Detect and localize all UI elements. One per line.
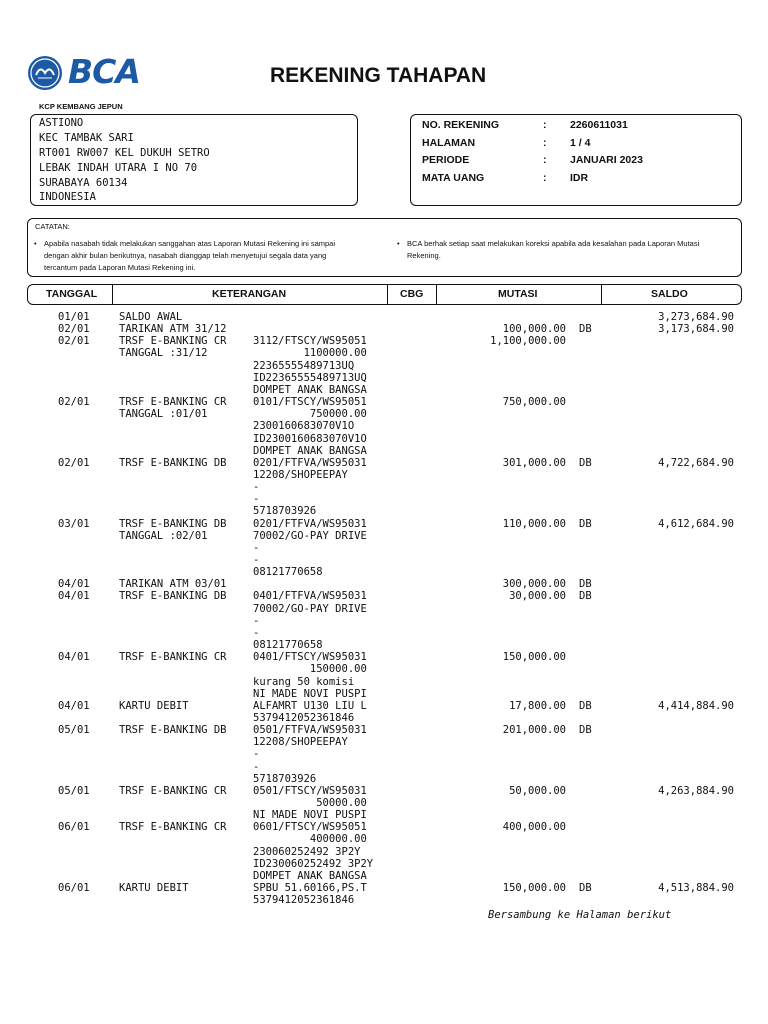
cell-detail: ALFAMRT U130 LIU L bbox=[253, 699, 367, 712]
cell-description: TANGGAL :02/01 bbox=[119, 529, 208, 542]
cell-debit-flag: DB bbox=[579, 590, 592, 603]
cell-mutation: 17,800.00 bbox=[509, 699, 566, 712]
cell-date: 04/01 bbox=[58, 651, 90, 664]
cell-description: TANGGAL :31/12 bbox=[119, 347, 208, 360]
table-row bbox=[0, 615, 768, 627]
cell-debit-flag: DB bbox=[579, 456, 592, 469]
cell-detail: 0201/FTFVA/WS95031 bbox=[253, 456, 367, 469]
table-row bbox=[0, 530, 768, 542]
col-mutasi: MUTASI bbox=[498, 288, 538, 300]
cell-detail: 0601/FTSCY/WS95051 bbox=[253, 821, 367, 834]
table-row bbox=[0, 542, 768, 554]
cell-debit-flag: DB bbox=[579, 578, 592, 591]
table-row bbox=[0, 870, 768, 882]
cell-detail: 5379412052361846 bbox=[253, 894, 355, 907]
col-keterangan: KETERANGAN bbox=[212, 288, 287, 300]
cell-detail: SPBU 51.60166,PS.T bbox=[253, 882, 367, 895]
cell-description: TRSF E-BANKING DB bbox=[119, 517, 227, 530]
cell-detail: 1100000.00 bbox=[253, 347, 367, 360]
table-row bbox=[0, 748, 768, 760]
table-row bbox=[0, 651, 768, 663]
account-info-box bbox=[410, 114, 742, 206]
currency-label: MATA UANG bbox=[422, 172, 485, 184]
cell-mutation: 50,000.00 bbox=[509, 784, 566, 797]
cell-detail: ID22365555489713UQ bbox=[253, 371, 367, 384]
cell-mutation: 300,000.00 bbox=[502, 578, 566, 591]
notes-box bbox=[27, 218, 742, 277]
cell-detail: 50000.00 bbox=[253, 797, 367, 809]
address-line: LEBAK INDAH UTARA I NO 70 bbox=[39, 162, 198, 174]
column-divider bbox=[436, 285, 437, 304]
cell-balance: 3,273,684.90 bbox=[658, 311, 734, 323]
table-row bbox=[0, 554, 768, 566]
bca-emblem-icon bbox=[28, 56, 62, 90]
cell-detail: - bbox=[253, 760, 260, 773]
cell-description: KARTU DEBIT bbox=[119, 882, 189, 895]
address-line: KEC TAMBAK SARI bbox=[39, 132, 134, 144]
cell-date: 05/01 bbox=[58, 784, 90, 797]
colon: : bbox=[543, 172, 547, 184]
column-divider bbox=[601, 285, 602, 304]
cell-detail: - bbox=[253, 481, 260, 494]
table-row bbox=[0, 347, 768, 359]
table-row bbox=[0, 712, 768, 724]
bullet: • bbox=[34, 239, 37, 248]
table-row bbox=[0, 724, 768, 736]
continued-note: Bersambung ke Halaman berikut bbox=[488, 909, 672, 921]
cell-detail: 0501/FTSCY/WS95031 bbox=[253, 784, 367, 797]
page-label: HALAMAN bbox=[422, 137, 476, 149]
cell-description: TRSF E-BANKING DB bbox=[119, 456, 227, 469]
column-divider bbox=[112, 285, 113, 304]
table-row bbox=[0, 457, 768, 469]
page-value: 1 / 4 bbox=[570, 137, 591, 149]
table-row bbox=[0, 372, 768, 384]
column-divider bbox=[387, 285, 388, 304]
cell-detail: 12208/SHOPEEPAY bbox=[253, 736, 348, 749]
table-row bbox=[0, 882, 768, 894]
table-row bbox=[0, 773, 768, 785]
table-row bbox=[0, 469, 768, 481]
cell-detail: 70002/GO-PAY DRIVE bbox=[253, 602, 367, 615]
cell-debit-flag: DB bbox=[579, 882, 592, 895]
table-row bbox=[0, 663, 768, 675]
cell-date: 04/01 bbox=[58, 590, 90, 603]
table-row bbox=[0, 445, 768, 457]
cell-detail: 0501/FTFVA/WS95031 bbox=[253, 724, 367, 737]
period-value: JANUARI 2023 bbox=[570, 154, 643, 166]
cell-detail: 3112/FTSCY/WS95051 bbox=[253, 335, 367, 348]
table-row bbox=[0, 420, 768, 432]
table-row bbox=[0, 846, 768, 858]
branch-name: KCP KEMBANG JEPUN bbox=[39, 102, 123, 111]
table-row bbox=[0, 335, 768, 347]
account-number-label: NO. REKENING bbox=[422, 119, 500, 131]
table-row bbox=[0, 603, 768, 615]
cell-detail: 750000.00 bbox=[253, 408, 367, 421]
table-row bbox=[0, 481, 768, 493]
cell-detail: 0101/FTSCY/WS95051 bbox=[253, 396, 367, 409]
address-line: INDONESIA bbox=[39, 191, 96, 203]
cell-mutation: 400,000.00 bbox=[502, 821, 566, 834]
table-row bbox=[0, 639, 768, 651]
table-row bbox=[0, 785, 768, 797]
cell-detail: 0201/FTFVA/WS95031 bbox=[253, 517, 367, 530]
cell-detail: 2300160683070V1O bbox=[253, 420, 355, 433]
table-row bbox=[0, 736, 768, 748]
table-row bbox=[0, 797, 768, 809]
cell-date: 04/01 bbox=[58, 578, 90, 591]
colon: : bbox=[543, 119, 547, 131]
table-row bbox=[0, 858, 768, 870]
cell-mutation: 110,000.00 bbox=[502, 517, 566, 530]
col-tanggal: TANGGAL bbox=[46, 288, 98, 300]
cell-date: 02/01 bbox=[58, 456, 90, 469]
cell-description: KARTU DEBIT bbox=[119, 699, 189, 712]
table-row bbox=[0, 505, 768, 517]
cell-detail: - bbox=[253, 493, 260, 506]
cell-detail: 0401/FTSCY/WS95031 bbox=[253, 651, 367, 664]
bullet: • bbox=[397, 239, 400, 248]
col-saldo: SALDO bbox=[651, 288, 688, 300]
cell-balance: 4,513,884.90 bbox=[658, 882, 734, 895]
cell-balance: 4,414,884.90 bbox=[658, 699, 734, 712]
cell-detail: 0401/FTFVA/WS95031 bbox=[253, 590, 367, 603]
cell-detail: 5379412052361846 bbox=[253, 711, 355, 724]
cell-detail: 150000.00 bbox=[253, 663, 367, 676]
cell-date: 06/01 bbox=[58, 882, 90, 895]
note-line: Rekening. bbox=[407, 251, 441, 260]
address-line: SURABAYA 60134 bbox=[39, 177, 128, 189]
table-row bbox=[0, 894, 768, 906]
note-left bbox=[34, 238, 336, 274]
cell-debit-flag: DB bbox=[579, 724, 592, 737]
cell-date: 01/01 bbox=[58, 311, 90, 323]
cell-detail: - bbox=[253, 748, 260, 761]
page-title: REKENING TAHAPAN bbox=[270, 64, 487, 87]
cell-description: TRSF E-BANKING CR bbox=[119, 651, 227, 664]
table-row bbox=[0, 323, 768, 335]
cell-description: TRSF E-BANKING CR bbox=[119, 784, 227, 797]
table-header bbox=[27, 284, 742, 305]
cell-date: 06/01 bbox=[58, 821, 90, 834]
cell-detail: - bbox=[253, 554, 260, 566]
table-row bbox=[0, 676, 768, 688]
cell-date: 03/01 bbox=[58, 517, 90, 530]
table-row bbox=[0, 493, 768, 505]
cell-description: TRSF E-BANKING DB bbox=[119, 724, 227, 737]
table-row bbox=[0, 627, 768, 639]
colon: : bbox=[543, 137, 547, 149]
cell-detail: 08121770658 bbox=[253, 639, 323, 652]
cell-date: 02/01 bbox=[58, 396, 90, 409]
customer-name: ASTIONO bbox=[39, 117, 84, 129]
cell-detail: 400000.00 bbox=[253, 833, 367, 846]
note-right bbox=[397, 238, 700, 262]
table-row bbox=[0, 590, 768, 602]
cell-description: TANGGAL :01/01 bbox=[119, 408, 208, 421]
cell-description: TARIKAN ATM 31/12 bbox=[119, 323, 227, 336]
cell-detail: 70002/GO-PAY DRIVE bbox=[253, 529, 367, 542]
cell-mutation: 301,000.00 bbox=[502, 456, 566, 469]
cell-detail: 230060252492 3P2Y bbox=[253, 845, 361, 858]
cell-detail: 5718703926 bbox=[253, 505, 317, 518]
cell-mutation: 150,000.00 bbox=[502, 651, 566, 664]
cell-balance: 4,263,884.90 bbox=[658, 784, 734, 797]
note-line: tercantum pada Laporan Mutasi Rekening ini. bbox=[44, 263, 196, 272]
cell-mutation: 30,000.00 bbox=[509, 590, 566, 603]
currency-value: IDR bbox=[570, 172, 589, 184]
cell-date: 02/01 bbox=[58, 335, 90, 348]
table-row bbox=[0, 809, 768, 821]
cell-debit-flag: DB bbox=[579, 323, 592, 336]
col-cbg: CBG bbox=[400, 288, 424, 300]
cell-detail: 5718703926 bbox=[253, 772, 317, 785]
cell-detail: kurang 50 komisi bbox=[253, 675, 355, 688]
cell-detail: DOMPET ANAK BANGSA bbox=[253, 444, 367, 457]
table-row bbox=[0, 433, 768, 445]
cell-mutation: 150,000.00 bbox=[502, 882, 566, 895]
cell-description: TRSF E-BANKING CR bbox=[119, 821, 227, 834]
cell-description: TRSF E-BANKING CR bbox=[119, 396, 227, 409]
cell-date: 04/01 bbox=[58, 699, 90, 712]
table-row bbox=[0, 761, 768, 773]
cell-detail: NI MADE NOVI PUSPI bbox=[253, 809, 367, 822]
address-line: RT001 RW007 KEL DUKUH SETRO bbox=[39, 147, 210, 159]
cell-balance: 3,173,684.90 bbox=[658, 323, 734, 336]
note-line: Apabila nasabah tidak melakukan sanggahan atas Laporan Mutasi Rekening ini sampai bbox=[44, 239, 336, 248]
cell-date: 05/01 bbox=[58, 724, 90, 737]
cell-mutation: 1,100,000.00 bbox=[490, 335, 566, 348]
cell-detail: DOMPET ANAK BANGSA bbox=[253, 869, 367, 882]
table-row bbox=[0, 396, 768, 408]
cell-detail: ID230060252492 3P2Y bbox=[253, 857, 374, 870]
cell-balance: 4,612,684.90 bbox=[658, 517, 734, 530]
account-number-value: 2260611031 bbox=[570, 119, 628, 131]
cell-description: TARIKAN ATM 03/01 bbox=[119, 578, 227, 591]
cell-detail: 22365555489713UQ bbox=[253, 359, 355, 372]
table-row bbox=[0, 384, 768, 396]
table-row bbox=[0, 408, 768, 420]
notes-title: CATATAN: bbox=[35, 222, 70, 231]
cell-description: SALDO AWAL bbox=[119, 311, 183, 323]
cell-mutation: 100,000.00 bbox=[502, 323, 566, 336]
cell-debit-flag: DB bbox=[579, 517, 592, 530]
cell-balance: 4,722,684.90 bbox=[658, 456, 734, 469]
cell-debit-flag: DB bbox=[579, 699, 592, 712]
cell-mutation: 750,000.00 bbox=[502, 396, 566, 409]
bca-logo-text: BCA bbox=[68, 52, 140, 91]
customer-address-box bbox=[30, 114, 358, 206]
cell-mutation: 201,000.00 bbox=[502, 724, 566, 737]
table-row bbox=[0, 578, 768, 590]
table-row bbox=[0, 833, 768, 845]
cell-detail: NI MADE NOVI PUSPI bbox=[253, 687, 367, 700]
cell-date: 02/01 bbox=[58, 323, 90, 336]
table-row bbox=[0, 688, 768, 700]
note-line: dengan akhir bulan berikutnya, nasabah dianggap telah menyetujui segala data yang bbox=[44, 251, 327, 260]
transaction-table-body bbox=[0, 311, 768, 909]
table-row bbox=[0, 821, 768, 833]
cell-detail: ID2300160683070V1O bbox=[253, 432, 367, 445]
note-line: BCA berhak setiap saat melakukan koreksi apabila ada kesalahan pada Laporan Mutasi bbox=[407, 239, 700, 248]
cell-detail: - bbox=[253, 541, 260, 554]
bca-logo bbox=[28, 54, 148, 90]
table-row bbox=[0, 311, 768, 323]
cell-description: TRSF E-BANKING CR bbox=[119, 335, 227, 348]
table-row bbox=[0, 700, 768, 712]
cell-detail: - bbox=[253, 614, 260, 627]
cell-detail: 08121770658 bbox=[253, 566, 323, 579]
cell-detail: 12208/SHOPEEPAY bbox=[253, 468, 348, 481]
table-row bbox=[0, 518, 768, 530]
cell-description: TRSF E-BANKING DB bbox=[119, 590, 227, 603]
colon: : bbox=[543, 154, 547, 166]
cell-detail: DOMPET ANAK BANGSA bbox=[253, 383, 367, 396]
table-row bbox=[0, 566, 768, 578]
period-label: PERIODE bbox=[422, 154, 470, 166]
table-row bbox=[0, 360, 768, 372]
cell-detail: - bbox=[253, 626, 260, 639]
